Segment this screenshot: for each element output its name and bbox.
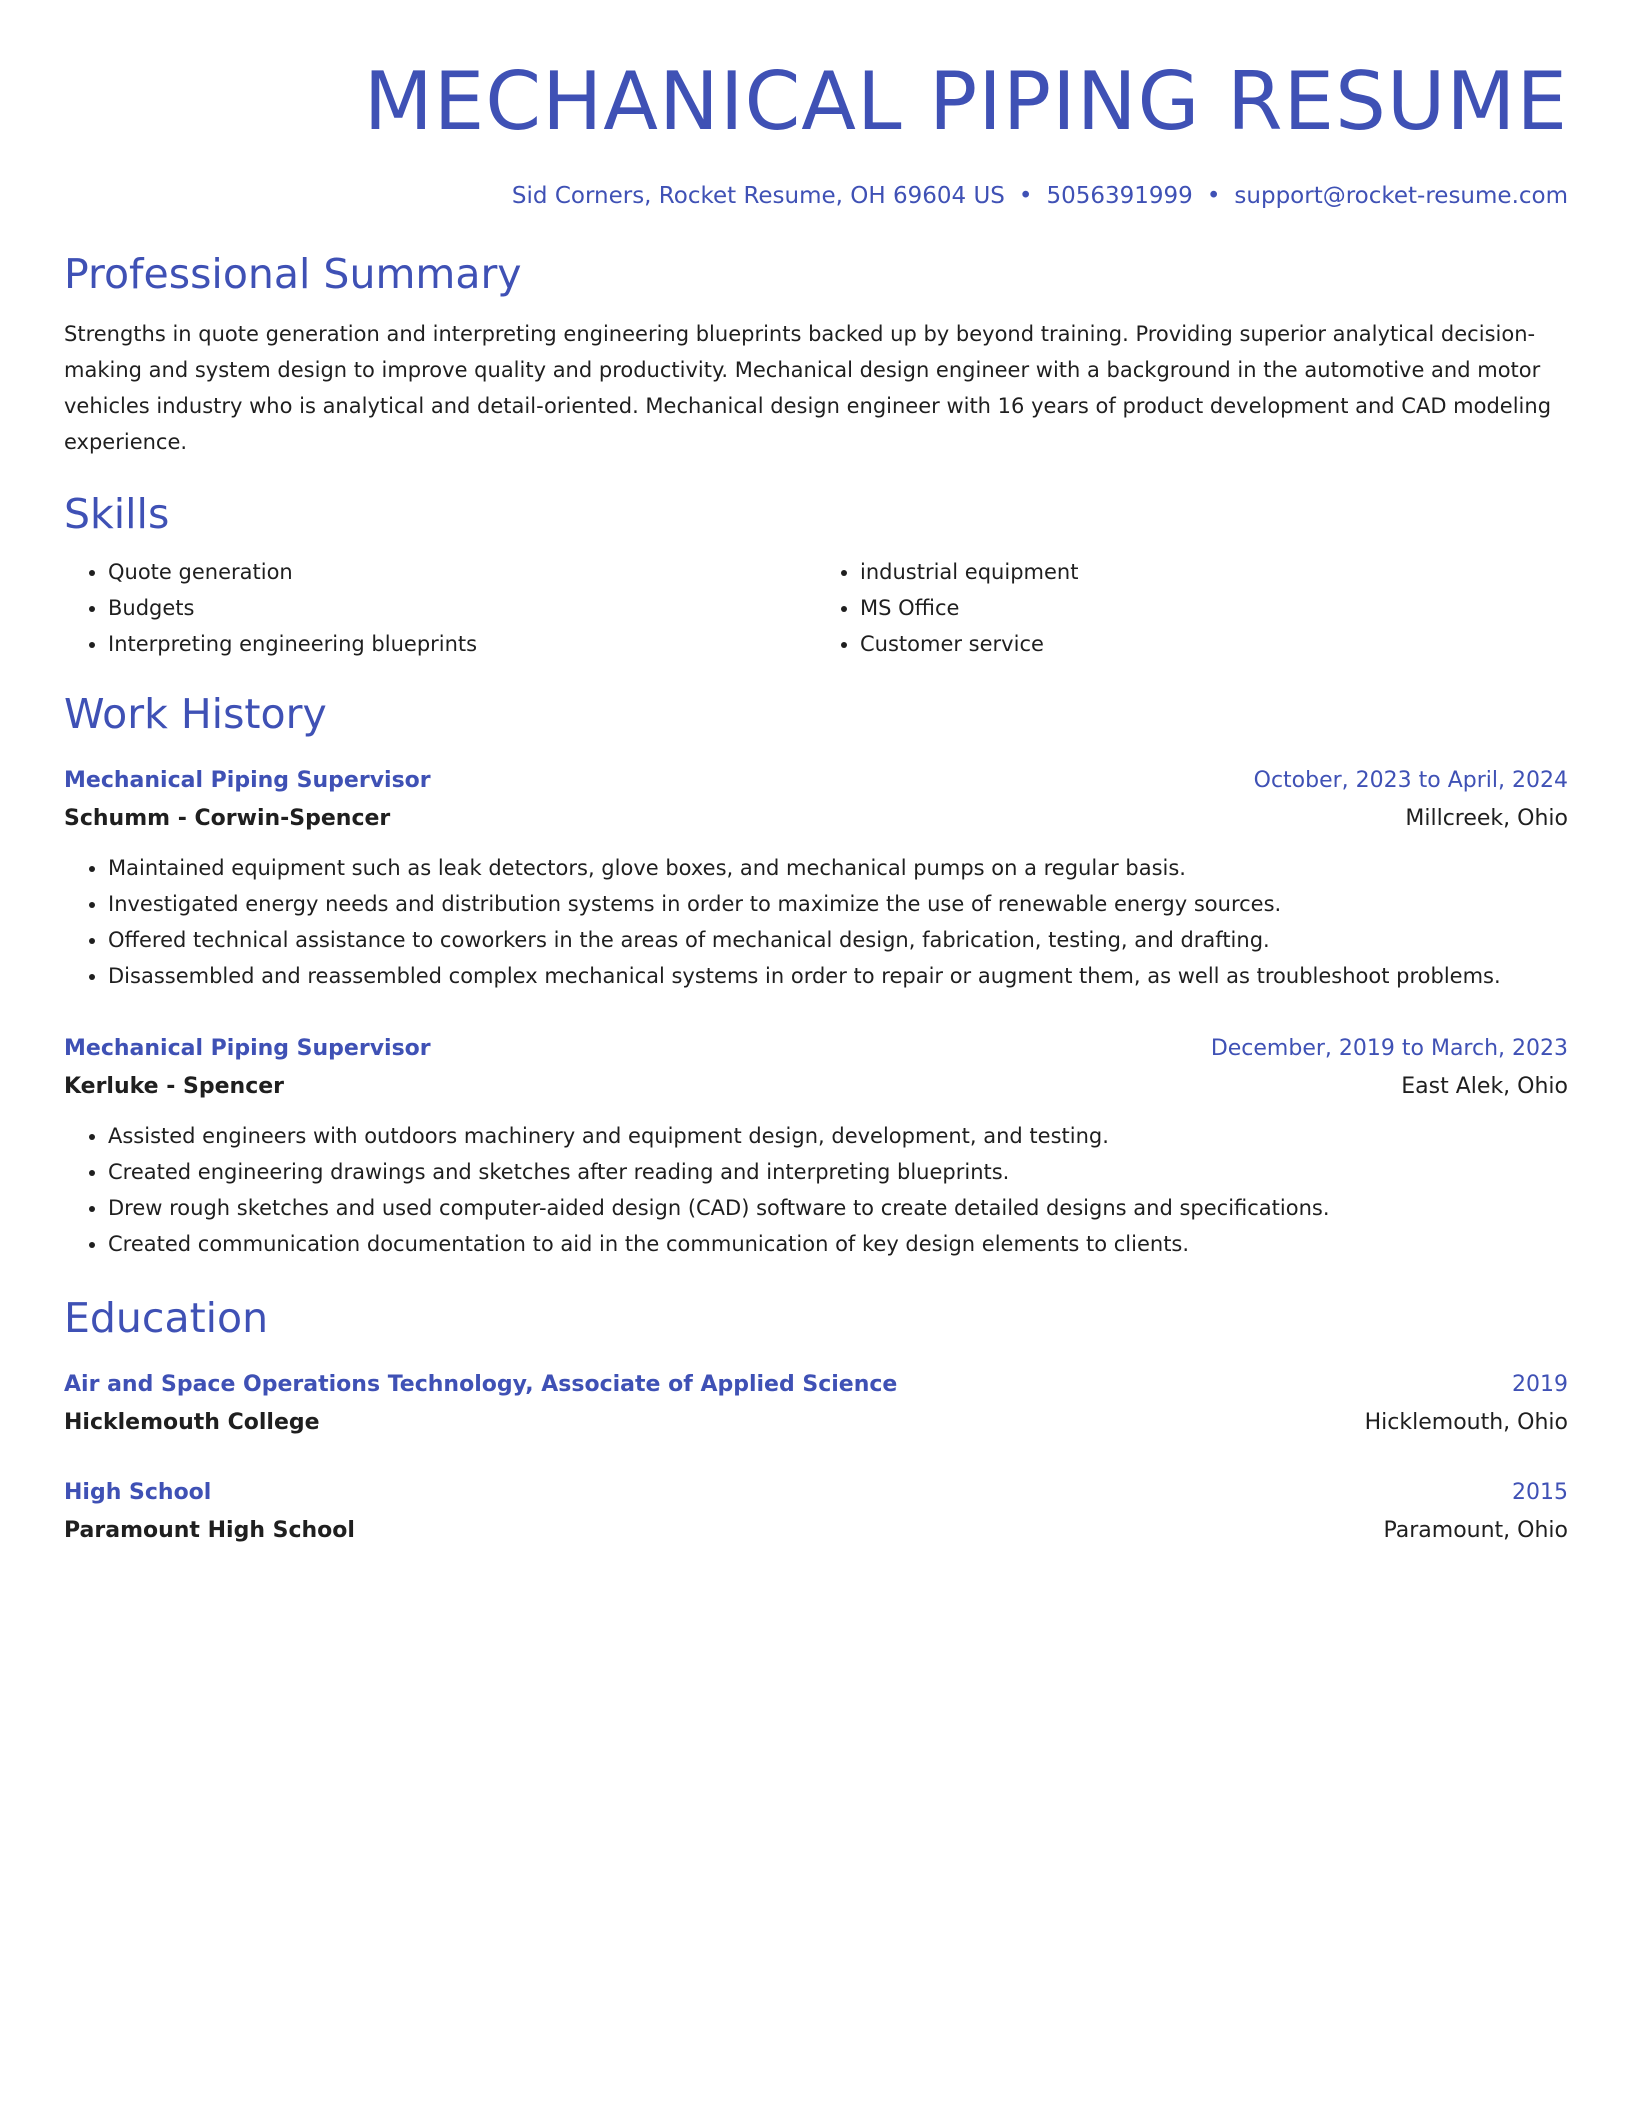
education-section (64, 1292, 1568, 1550)
education-entry (64, 1366, 1568, 1442)
contact-line (64, 180, 1568, 212)
job-bullet: • Created communication documentation to aid in the communication of key design elements to clients. (108, 1226, 1568, 1262)
education-header-row (64, 1366, 1568, 1404)
resume-header (64, 0, 1568, 212)
section-title-education: Education (64, 1294, 269, 1342)
education-entry (64, 1474, 1568, 1550)
job-header-row (64, 762, 1568, 800)
job-bullet: • Drew rough sketches and used computer-aided design (CAD) software to create detailed designs and specifications. (108, 1190, 1568, 1226)
job-bullet: • Investigated energy needs and distribution systems in order to maximize the use of renewable energy sources. (108, 886, 1568, 922)
skill-item: • Interpreting engineering blueprints (108, 626, 816, 662)
skills-grid (64, 554, 1568, 662)
job-entry (64, 1030, 1568, 1262)
job-company: Kerluke - Spencer (64, 1074, 285, 1099)
job-bullet: • Disassembled and reassembled complex mechanical systems in order to repair or augment them, as well as troubleshoot problems. (108, 958, 1568, 994)
skills-list-right (816, 554, 1568, 662)
skill-item: • industrial equipment (860, 554, 1568, 590)
skill-item: • Customer service (860, 626, 1568, 662)
education-school-row (64, 1404, 1568, 1442)
resume-name: MECHANICAL PIPING RESUME (363, 55, 1568, 148)
section-title-work-history: Work History (64, 690, 327, 738)
job-bullets (64, 1118, 1568, 1262)
education-year: 2019 (1512, 1372, 1568, 1397)
skill-item: • MS Office (860, 590, 1568, 626)
job-title: Mechanical Piping Supervisor (64, 1036, 431, 1061)
job-dates: December, 2019 to March, 2023 (1210, 1036, 1568, 1061)
section-title-summary: Professional Summary (64, 250, 522, 298)
job-location: Millcreek, Ohio (1405, 806, 1568, 831)
summary-text: Strengths in quote generation and interpreting engineering blueprints backed up by beyond training. Providing superior analytical decision-making and system design to improve quality and productivity. Mechanical design engineer with a background in the automotive and motor vehicles industry who is analytical and detail-oriented. Mechanical design engineer with 16 years of product development and CAD modeling experience. (64, 322, 1552, 454)
education-degree: Air and Space Operations Technology, Associate of Applied Science (64, 1372, 898, 1397)
work-history-section (64, 688, 1568, 1262)
job-dates: October, 2023 to April, 2024 (1253, 768, 1568, 793)
contact-address: Sid Corners, Rocket Resume, OH 69604 US (511, 183, 1005, 209)
job-company: Schumm - Corwin-Spencer (64, 806, 391, 831)
job-bullets (64, 850, 1568, 994)
job-title: Mechanical Piping Supervisor (64, 768, 431, 793)
summary-section (64, 248, 1568, 460)
job-entry (64, 762, 1568, 994)
section-title-skills: Skills (64, 490, 170, 538)
contact-separator: • (1206, 183, 1221, 209)
education-location: Paramount, Ohio (1383, 1518, 1568, 1543)
job-bullet: • Offered technical assistance to coworkers in the areas of mechanical design, fabrication, testing, and drafting. (108, 922, 1568, 958)
education-school-row (64, 1512, 1568, 1550)
skills-list-left (64, 554, 816, 662)
education-school: Hicklemouth College (64, 1410, 320, 1435)
job-bullet: • Maintained equipment such as leak detectors, glove boxes, and mechanical pumps on a regular basis. (108, 850, 1568, 886)
job-company-row (64, 1068, 1568, 1106)
education-school: Paramount High School (64, 1518, 355, 1543)
skill-item: • Quote generation (108, 554, 816, 590)
education-year: 2015 (1512, 1480, 1568, 1505)
job-header-row (64, 1030, 1568, 1068)
contact-separator: • (1018, 183, 1033, 209)
job-bullet: • Assisted engineers with outdoors machinery and equipment design, development, and testing. (108, 1118, 1568, 1154)
job-bullet: • Created engineering drawings and sketches after reading and interpreting blueprints. (108, 1154, 1568, 1190)
job-company-row (64, 800, 1568, 838)
education-location: Hicklemouth, Ohio (1364, 1410, 1568, 1435)
job-location: East Alek, Ohio (1401, 1074, 1568, 1099)
education-header-row (64, 1474, 1568, 1512)
skill-item: • Budgets (108, 590, 816, 626)
education-degree: High School (64, 1480, 212, 1505)
contact-phone: 5056391999 (1046, 183, 1193, 209)
contact-email: support@rocket-resume.com (1234, 183, 1568, 209)
skills-section (64, 488, 1568, 662)
